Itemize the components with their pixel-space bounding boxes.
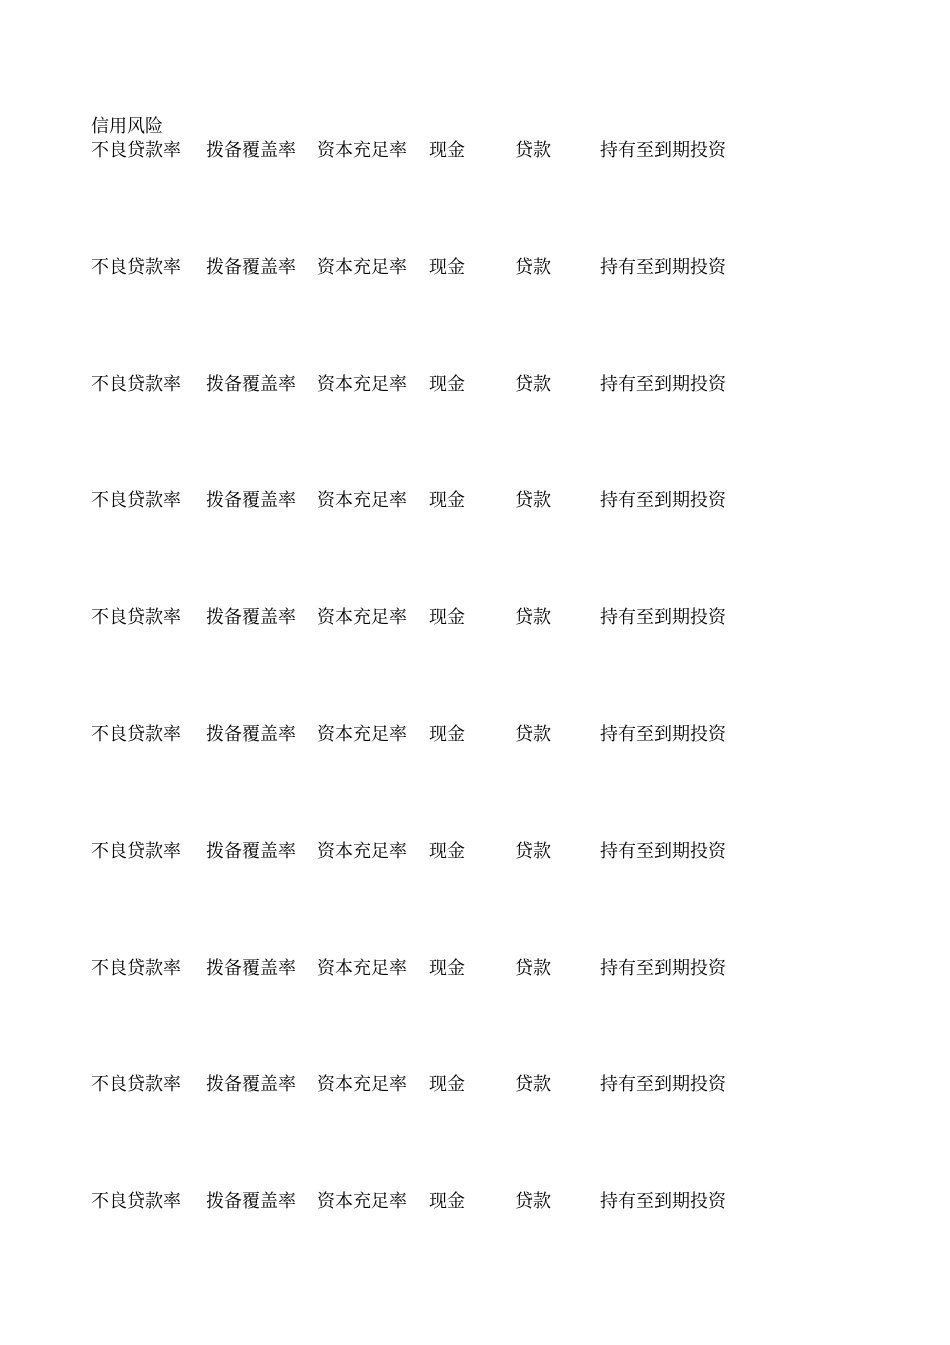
- cell-held-to-maturity: 持有至到期投资: [600, 1074, 726, 1095]
- cell-npl-ratio: 不良贷款率: [91, 140, 181, 161]
- table-row: [0, 724, 950, 746]
- cell-loans: 贷款: [515, 724, 551, 745]
- cell-capital-adequacy: 资本充足率: [317, 490, 407, 511]
- cell-provision-coverage: 拨备覆盖率: [206, 958, 296, 979]
- cell-npl-ratio: 不良贷款率: [91, 607, 181, 628]
- cell-provision-coverage: 拨备覆盖率: [206, 607, 296, 628]
- cell-capital-adequacy: 资本充足率: [317, 607, 407, 628]
- cell-held-to-maturity: 持有至到期投资: [600, 140, 726, 161]
- table-row: [0, 490, 950, 512]
- table-row: [0, 1074, 950, 1096]
- cell-npl-ratio: 不良贷款率: [91, 724, 181, 745]
- cell-cash: 现金: [429, 1074, 465, 1095]
- cell-provision-coverage: 拨备覆盖率: [206, 1074, 296, 1095]
- cell-npl-ratio: 不良贷款率: [91, 1074, 181, 1095]
- cell-cash: 现金: [429, 724, 465, 745]
- cell-provision-coverage: 拨备覆盖率: [206, 374, 296, 395]
- cell-provision-coverage: 拨备覆盖率: [206, 841, 296, 862]
- cell-held-to-maturity: 持有至到期投资: [600, 607, 726, 628]
- cell-capital-adequacy: 资本充足率: [317, 724, 407, 745]
- cell-cash: 现金: [429, 140, 465, 161]
- cell-cash: 现金: [429, 1191, 465, 1212]
- cell-loans: 贷款: [515, 958, 551, 979]
- table-row: [0, 607, 950, 629]
- cell-capital-adequacy: 资本充足率: [317, 1074, 407, 1095]
- cell-npl-ratio: 不良贷款率: [91, 490, 181, 511]
- cell-loans: 贷款: [515, 257, 551, 278]
- cell-provision-coverage: 拨备覆盖率: [206, 140, 296, 161]
- cell-cash: 现金: [429, 490, 465, 511]
- cell-cash: 现金: [429, 958, 465, 979]
- cell-cash: 现金: [429, 257, 465, 278]
- cell-held-to-maturity: 持有至到期投资: [600, 257, 726, 278]
- cell-npl-ratio: 不良贷款率: [91, 374, 181, 395]
- cell-cash: 现金: [429, 374, 465, 395]
- cell-npl-ratio: 不良贷款率: [91, 1191, 181, 1212]
- cell-loans: 贷款: [515, 1191, 551, 1212]
- cell-capital-adequacy: 资本充足率: [317, 140, 407, 161]
- cell-held-to-maturity: 持有至到期投资: [600, 490, 726, 511]
- cell-loans: 贷款: [515, 1074, 551, 1095]
- cell-held-to-maturity: 持有至到期投资: [600, 374, 726, 395]
- cell-loans: 贷款: [515, 607, 551, 628]
- cell-cash: 现金: [429, 607, 465, 628]
- cell-capital-adequacy: 资本充足率: [317, 257, 407, 278]
- table-row: [0, 841, 950, 863]
- cell-held-to-maturity: 持有至到期投资: [600, 1191, 726, 1212]
- table-row: [0, 1191, 950, 1213]
- cell-capital-adequacy: 资本充足率: [317, 841, 407, 862]
- cell-loans: 贷款: [515, 841, 551, 862]
- cell-held-to-maturity: 持有至到期投资: [600, 724, 726, 745]
- cell-provision-coverage: 拨备覆盖率: [206, 1191, 296, 1212]
- cell-provision-coverage: 拨备覆盖率: [206, 490, 296, 511]
- section-title: 信用风险: [91, 116, 163, 137]
- cell-npl-ratio: 不良贷款率: [91, 958, 181, 979]
- cell-capital-adequacy: 资本充足率: [317, 1191, 407, 1212]
- cell-provision-coverage: 拨备覆盖率: [206, 257, 296, 278]
- cell-held-to-maturity: 持有至到期投资: [600, 958, 726, 979]
- table-row: [0, 958, 950, 980]
- cell-npl-ratio: 不良贷款率: [91, 841, 181, 862]
- cell-held-to-maturity: 持有至到期投资: [600, 841, 726, 862]
- cell-capital-adequacy: 资本充足率: [317, 958, 407, 979]
- cell-loans: 贷款: [515, 140, 551, 161]
- cell-loans: 贷款: [515, 490, 551, 511]
- cell-capital-adequacy: 资本充足率: [317, 374, 407, 395]
- cell-npl-ratio: 不良贷款率: [91, 257, 181, 278]
- cell-provision-coverage: 拨备覆盖率: [206, 724, 296, 745]
- cell-cash: 现金: [429, 841, 465, 862]
- cell-loans: 贷款: [515, 374, 551, 395]
- table-row: [0, 257, 950, 279]
- table-row: [0, 374, 950, 396]
- table-row: [0, 140, 950, 162]
